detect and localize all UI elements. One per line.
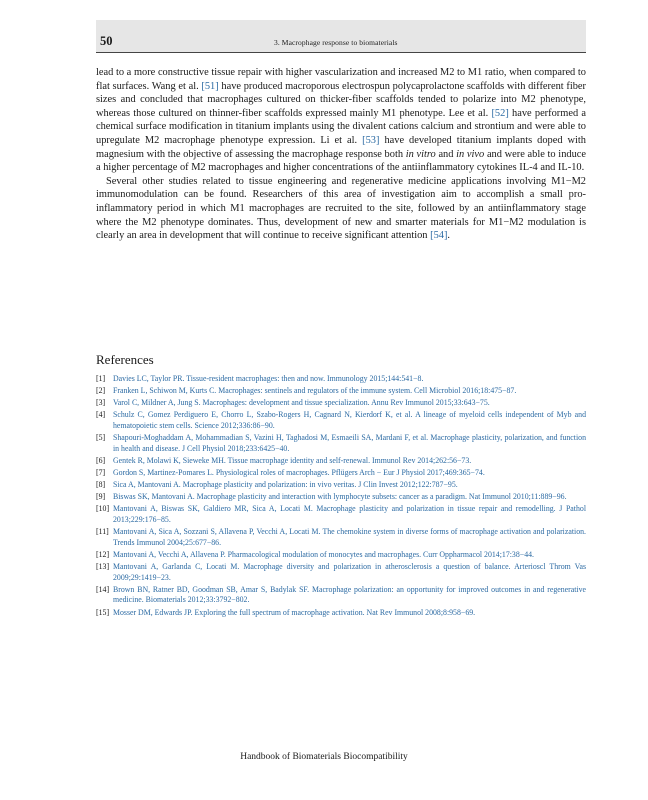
italic-term: in vivo: [456, 148, 485, 160]
reference-item: [96, 480, 586, 491]
reference-link[interactable]: Shapouri-Moghaddam A, Mohammadian S, Vazini H, Taghadosi M, Esmaeili SA, Mardani F, et al. Macrophage plasticity, polarization, and function in health and disease. J Cell Physiol 2018;233:6425−40.: [113, 433, 586, 453]
text-run: Several other studies related to tissue engineering and regenerative medicine applications involving M1−M2 immunomodulation can be found. Researchers of this area of investigation aim to accomplish a small pro-inflammatory period in which M1 macrophages are recruited to the site, followed by an antiinflammatory stage where the M2 phenotype dominates. Thus, development of new and smarter materials for M1−M2 modulation is clearly an area in development that will continue to receive significant attention: [96, 175, 586, 242]
reference-link[interactable]: Schulz C, Gomez Perdiguero E, Chorro L, Szabo-Rogers H, Cagnard N, Kierdorf K, et al. A lineage of myeloid cells independent of Myb and hematopoietic stem cells. Science 2012;336:86−90.: [113, 410, 586, 430]
reference-number: [8]: [96, 480, 106, 490]
references-heading: References: [96, 352, 154, 367]
reference-number: [10]: [96, 504, 110, 514]
reference-item: [96, 374, 586, 385]
reference-number: [4]: [96, 410, 106, 420]
reference-number: [12]: [96, 549, 110, 559]
reference-number: [2]: [96, 386, 106, 396]
reference-item: [96, 468, 586, 479]
reference-link[interactable]: Mantovani A, Garlanda C, Locati M. Macrophage diversity and polarization in atherosclerosis a question of balance. Arterioscl Throm Vas 2009;29:1419−23.: [113, 561, 586, 582]
footer-book-title: Handbook of Biomaterials Biocompatibility: [240, 752, 408, 762]
reference-item: [96, 527, 586, 548]
page-number: 50: [100, 34, 113, 48]
reference-item: [96, 550, 586, 561]
chapter-title: 3. Macrophage response to biomaterials: [274, 38, 398, 47]
text-run: and: [435, 148, 457, 160]
reference-link[interactable]: Mantovani A, Biswas SK, Galdiero MR, Sica A, Locati M. Macrophage plasticity and polarization in tissue repair and remodelling. J Pathol 2013;229:176−85.: [113, 504, 586, 524]
reference-item: [96, 386, 586, 397]
reference-link[interactable]: Gordon S, Martinez-Pomares L. Physiological roles of macrophages. Pflügers Arch − Eur J Physiol 2017;469:365−74.: [113, 467, 485, 477]
reference-link[interactable]: Mantovani A, Vecchi A, Allavena P. Pharmacological modulation of monocytes and macrophages. Curr Oppharmacol 2014;17:38−44.: [113, 549, 534, 559]
reference-link[interactable]: Mantovani A, Sica A, Sozzani S, Allavena P, Vecchi A, Locati M. The chemokine system in diverse forms of macrophage activation and polarization. Trends Immunol 2004;25:677−86.: [113, 527, 586, 547]
reference-link[interactable]: Mosser DM, Edwards JP. Exploring the full spectrum of macrophage activation. Nat Rev Immunol 2008;8:958−69.: [113, 607, 476, 617]
reference-item: [96, 433, 586, 454]
citation-link-52[interactable]: [52]: [491, 107, 509, 119]
reference-item: [96, 562, 586, 583]
reference-link[interactable]: Biswas SK, Mantovani A. Macrophage plasticity and interaction with lymphocyte subsets: cancer as a paradigm. Nat Immunol 2010;11:889−96.: [113, 492, 567, 502]
reference-item: [96, 585, 586, 606]
reference-link[interactable]: Brown BN, Ratner BD, Goodman SB, Amar S, Badylak SF. Macrophage polarization: an opportunity for improved outcomes in and regenerative medicine. Biomaterials 2012;33:3792−802.: [113, 584, 586, 605]
reference-number: [15]: [96, 607, 110, 617]
text-run: have performed a chemical surface modification in titanium implants using the divalent cations calcium and strontium and were able to upregulate M2 macrophage phenotype expression. Li et al.: [96, 107, 587, 146]
reference-number: [7]: [96, 467, 106, 477]
reference-number: [13]: [96, 561, 110, 571]
reference-link[interactable]: Davies LC, Taylor PR. Tissue-resident macrophages: then and now. Immunology 2015;144:541−8.: [113, 374, 424, 383]
reference-link[interactable]: Sica A, Mantovani A. Macrophage plasticity and polarization: in vivo veritas. J Clin Invest 2012;122:787−95.: [113, 480, 458, 490]
reference-number: [3]: [96, 398, 106, 408]
references-list: [96, 374, 586, 620]
text-run: .: [447, 230, 451, 242]
reference-number: [14]: [96, 584, 110, 594]
citation-link-54[interactable]: [54]: [430, 230, 448, 242]
reference-number: [5]: [96, 433, 106, 443]
paragraph-1: [96, 66, 586, 175]
paragraph-2: [96, 175, 586, 243]
reference-item: [96, 492, 586, 503]
reference-number: [1]: [96, 374, 106, 383]
text-run: lead to a more constructive tissue repair with higher vascularization and increased M2 to M1 ratio, when compared to flat surfaces. Wang et al.: [96, 67, 586, 92]
reference-number: [6]: [96, 455, 106, 465]
text-run: have developed titanium implants doped with magnesium with the objective of assessing the macrophage response both: [96, 134, 586, 160]
citation-link-53[interactable]: [53]: [362, 134, 380, 146]
reference-number: [11]: [96, 527, 109, 537]
reference-link[interactable]: Gentek R, Molawi K, Sieweke MH. Tissue macrophage identity and self-renewal. Immunol Rev 2014;262:56−73.: [113, 455, 472, 465]
running-header: [96, 20, 586, 53]
reference-item: [96, 410, 586, 431]
reference-item: [96, 398, 586, 409]
text-run: have produced macroporous electrospun polycaprolactone scaffolds with different fiber sizes and concluded that macrophages cultured on thicker-fiber scaffolds tended to polarize into M2 phenotype, whereas those cultured on thinner-fiber scaffolds expressed mainly M1 phenotype. Lee et al.: [96, 80, 586, 119]
reference-number: [9]: [96, 492, 106, 502]
italic-term: in vitro: [405, 148, 436, 160]
reference-link[interactable]: Franken L, Schiwon M, Kurts C. Macrophages: sentinels and regulators of the immune system. Cell Microbiol 2016;18:475−87.: [113, 386, 517, 396]
reference-item: [96, 504, 586, 525]
reference-item: [96, 608, 586, 619]
reference-item: [96, 456, 586, 467]
reference-link[interactable]: Varol C, Mildner A, Jung S. Macrophages: development and tissue specialization. Annu Rev Immunol 2015;33:643−75.: [113, 398, 490, 408]
citation-link-51[interactable]: [51]: [201, 80, 219, 92]
body-text: [96, 66, 586, 243]
text-run: and were able to induce a higher percentage of M2 macrophages and higher concentrations of the antiinflammatory cytokines IL-4 and IL-10.: [96, 148, 586, 174]
